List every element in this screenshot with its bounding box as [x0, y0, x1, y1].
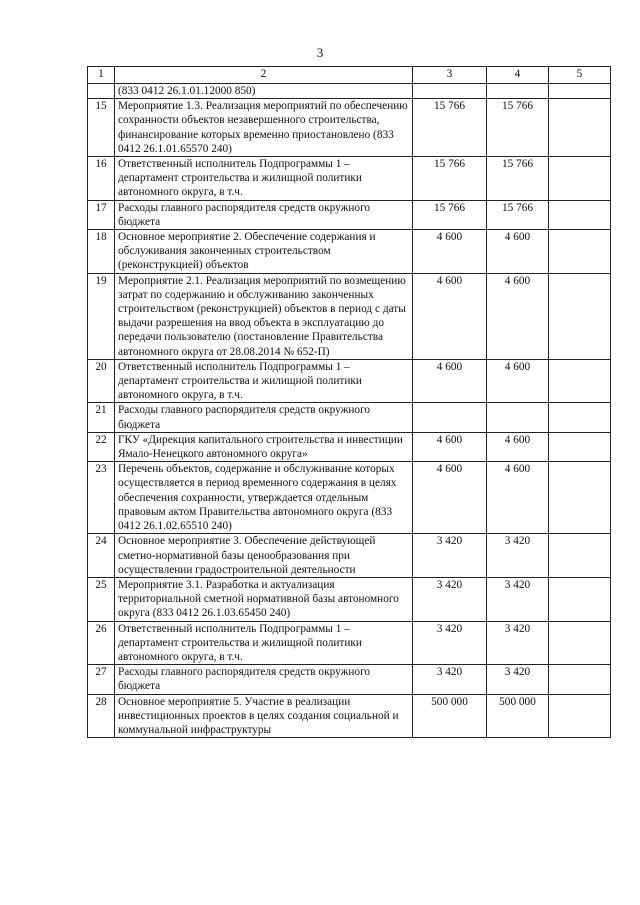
row-col4-value: 4 600: [487, 432, 549, 461]
row-description: Мероприятие 3.1. Разработка и актуализация территориальной сметной нормативной базы автономного округа (833 0412 26.1.03.65450 240): [115, 577, 413, 621]
row-description: Перечень объектов, содержание и обслуживание которых осуществляется в период временного содержания в целях обеспечения сохранности, утверждается отдельным правовым актом Правительства автономного округа (833 0412 26.1.02.65510 240): [115, 462, 413, 534]
row-description: Мероприятие 2.1. Реализация мероприятий по возмещению затрат по содержанию и обслуживанию законченных строительством (реконструкцией) объектов в период с даты выдачи разрешения на ввод объекта в эксплуатацию до передачи пользователю (постановление Правительства автономного округа от 28.08.2014 № 652-П): [115, 273, 413, 359]
row-number: 22: [88, 432, 115, 461]
column-header-4: 4: [487, 67, 549, 84]
row-number: 23: [88, 462, 115, 534]
row-col5-value: [549, 577, 611, 621]
row-col4-value: 4 600: [487, 359, 549, 403]
row-number: 25: [88, 577, 115, 621]
row-description: Ответственный исполнитель Подпрограммы 1 – департамент строительства и жилищной политики автономного округа, в т.ч.: [115, 157, 413, 201]
row-number: 17: [88, 200, 115, 229]
row-col3-value: 3 420: [413, 621, 487, 665]
table-row: [88, 230, 611, 274]
row-col3-value: 4 600: [413, 273, 487, 359]
row-description: Расходы главного распорядителя средств окружного бюджета: [115, 200, 413, 229]
row-col4-value: 4 600: [487, 230, 549, 274]
row-description: Основное мероприятие 5. Участие в реализации инвестиционных проектов в целях создания социальной и коммунальной инфраструктуры: [115, 694, 413, 738]
budget-table: [87, 66, 611, 738]
row-number: 21: [88, 403, 115, 432]
row-col5-value: [549, 359, 611, 403]
row-col3-value: 15 766: [413, 200, 487, 229]
row-number: 18: [88, 230, 115, 274]
row-description: ГКУ «Дирекция капитального строительства и инвестиции Ямало-Ненецкого автономного округа»: [115, 432, 413, 461]
row-col5-value: [549, 99, 611, 157]
row-col5-value: [549, 273, 611, 359]
row-col3-value: 4 600: [413, 359, 487, 403]
row-col3-value: 500 000: [413, 694, 487, 738]
table-header-row: [88, 67, 611, 84]
row-description: Основное мероприятие 2. Обеспечение содержания и обслуживания законченных строительством (реконструкцией) объектов: [115, 230, 413, 274]
column-header-3: 3: [413, 67, 487, 84]
table-row: [88, 462, 611, 534]
row-col4-value: [487, 403, 549, 432]
row-col3-value: 3 420: [413, 665, 487, 694]
table-row: [88, 534, 611, 578]
row-description: Мероприятие 1.3. Реализация мероприятий по обеспечению сохранности объектов незавершенного строительства, финансирование которых временно приостановлено (833 0412 26.1.01.65570 240): [115, 99, 413, 157]
row-col4-value: 4 600: [487, 273, 549, 359]
row-col5-value: [549, 403, 611, 432]
row-col4-value: 15 766: [487, 200, 549, 229]
row-col5-value: [549, 157, 611, 201]
row-col3-value: [413, 84, 487, 99]
row-number: 16: [88, 157, 115, 201]
row-number: 27: [88, 665, 115, 694]
row-col3-value: 4 600: [413, 230, 487, 274]
table-row: [88, 621, 611, 665]
row-description: (833 0412 26.1.01.12000 850): [115, 84, 413, 99]
row-description: Расходы главного распорядителя средств окружного бюджета: [115, 665, 413, 694]
row-col3-value: 3 420: [413, 577, 487, 621]
table-row: [88, 665, 611, 694]
row-col5-value: [549, 694, 611, 738]
table-row: [88, 359, 611, 403]
row-number: 24: [88, 534, 115, 578]
row-col3-value: 15 766: [413, 157, 487, 201]
table-row: [88, 200, 611, 229]
table-row: [88, 694, 611, 738]
row-col4-value: 3 420: [487, 534, 549, 578]
row-number: 20: [88, 359, 115, 403]
table-row: [88, 432, 611, 461]
column-header-5: 5: [549, 67, 611, 84]
row-col5-value: [549, 621, 611, 665]
row-col4-value: 4 600: [487, 462, 549, 534]
row-col3-value: 15 766: [413, 99, 487, 157]
row-col3-value: 4 600: [413, 462, 487, 534]
row-col3-value: [413, 403, 487, 432]
row-col5-value: [549, 665, 611, 694]
row-col5-value: [549, 432, 611, 461]
page-number: 3: [316, 45, 324, 60]
row-col5-value: [549, 84, 611, 99]
row-number: 28: [88, 694, 115, 738]
row-col3-value: 3 420: [413, 534, 487, 578]
row-col4-value: 15 766: [487, 99, 549, 157]
table-row: [88, 403, 611, 432]
row-col5-value: [549, 200, 611, 229]
table-row: [88, 273, 611, 359]
row-description: Основное мероприятие 3. Обеспечение действующей сметно-нормативной базы ценообразования при осуществлении градостроительной деятельности: [115, 534, 413, 578]
row-col4-value: 15 766: [487, 157, 549, 201]
row-number: 19: [88, 273, 115, 359]
column-header-2: 2: [115, 67, 413, 84]
row-col4-value: 3 420: [487, 577, 549, 621]
row-col4-value: [487, 84, 549, 99]
row-col5-value: [549, 230, 611, 274]
column-header-1: 1: [88, 67, 115, 84]
table-row: [88, 99, 611, 157]
row-number: 26: [88, 621, 115, 665]
row-number: 15: [88, 99, 115, 157]
table-row: [88, 157, 611, 201]
table-row-continued: [88, 84, 611, 99]
row-col5-value: [549, 534, 611, 578]
row-col5-value: [549, 462, 611, 534]
row-number: [88, 84, 115, 99]
row-description: Ответственный исполнитель Подпрограммы 1 – департамент строительства и жилищной политики автономного округа, в т.ч.: [115, 359, 413, 403]
row-col4-value: 3 420: [487, 665, 549, 694]
row-description: Ответственный исполнитель Подпрограммы 1 – департамент строительства и жилищной политики автономного округа, в т.ч.: [115, 621, 413, 665]
row-col3-value: 4 600: [413, 432, 487, 461]
table-row: [88, 577, 611, 621]
row-description: Расходы главного распорядителя средств окружного бюджета: [115, 403, 413, 432]
row-col4-value: 500 000: [487, 694, 549, 738]
row-col4-value: 3 420: [487, 621, 549, 665]
